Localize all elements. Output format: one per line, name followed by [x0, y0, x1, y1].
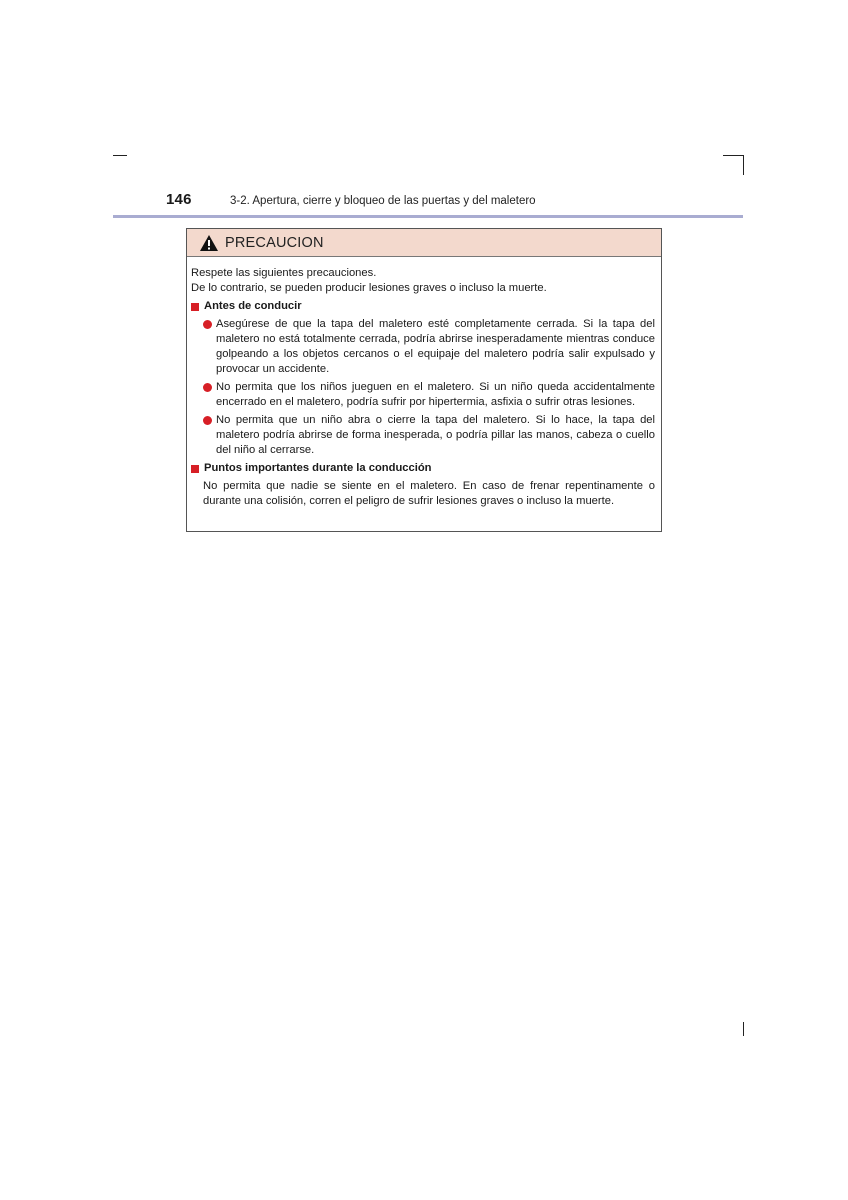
page-number: 146: [166, 191, 192, 208]
red-bullet-icon: [203, 383, 212, 392]
crop-mark-top-right-h: [723, 155, 743, 156]
caution-box: [186, 228, 662, 532]
list-item-text: No permita que los niños jueguen en el maletero. Si un niño queda accidentalmente encerrado en el maletero, podría sufrir por hipertermia, asfixia o sufrir otras lesiones.: [216, 381, 655, 408]
section-heading-text: Puntos importantes durante la conducción: [204, 462, 432, 474]
caution-body: [187, 257, 661, 509]
red-bullet-icon: [203, 416, 212, 425]
red-square-icon: [191, 465, 199, 473]
red-bullet-icon: [203, 320, 212, 329]
section-title: 3-2. Apertura, cierre y bloqueo de las puertas y del maletero: [230, 195, 536, 207]
caution-header: [187, 229, 661, 257]
crop-mark-top-right-v: [743, 155, 744, 175]
list-item: [191, 317, 655, 377]
crop-mark-bottom-right: [743, 1022, 744, 1036]
red-square-icon: [191, 303, 199, 311]
list-item: [191, 413, 655, 458]
caution-title: PRECAUCION: [225, 234, 324, 251]
header-rule: [113, 215, 743, 218]
crop-mark-top-left: [113, 155, 127, 156]
intro-line: De lo contrario, se pueden producir lesiones graves o incluso la muerte.: [191, 282, 547, 294]
section-heading-text: Antes de conducir: [204, 300, 302, 312]
section-heading: [191, 299, 655, 314]
section-paragraph: No permita que nadie se siente en el maletero. En caso de frenar repentinamente o durante una colisión, corren el peligro de sufrir lesiones graves o incluso la muerte.: [203, 480, 655, 507]
intro-line: Respete las siguientes precauciones.: [191, 267, 377, 279]
warning-triangle-icon: [199, 234, 219, 252]
list-item-text: No permita que un niño abra o cierre la tapa del maletero. Si lo hace, la tapa del maletero podría abrirse de forma inesperada, o podría pillar las manos, cabeza o cuello del niño al cerrarse.: [216, 414, 655, 456]
list-item: [191, 380, 655, 410]
list-item-text: Asegúrese de que la tapa del maletero esté completamente cerrada. Si la tapa del maletero no está totalmente cerrada, podría abrirse inesperadamente mientras conduce golpeando a los objetos cercanos o el equipaje del maletero podría salir expulsado y provocar un accidente.: [216, 318, 655, 375]
section-heading: [191, 461, 655, 476]
